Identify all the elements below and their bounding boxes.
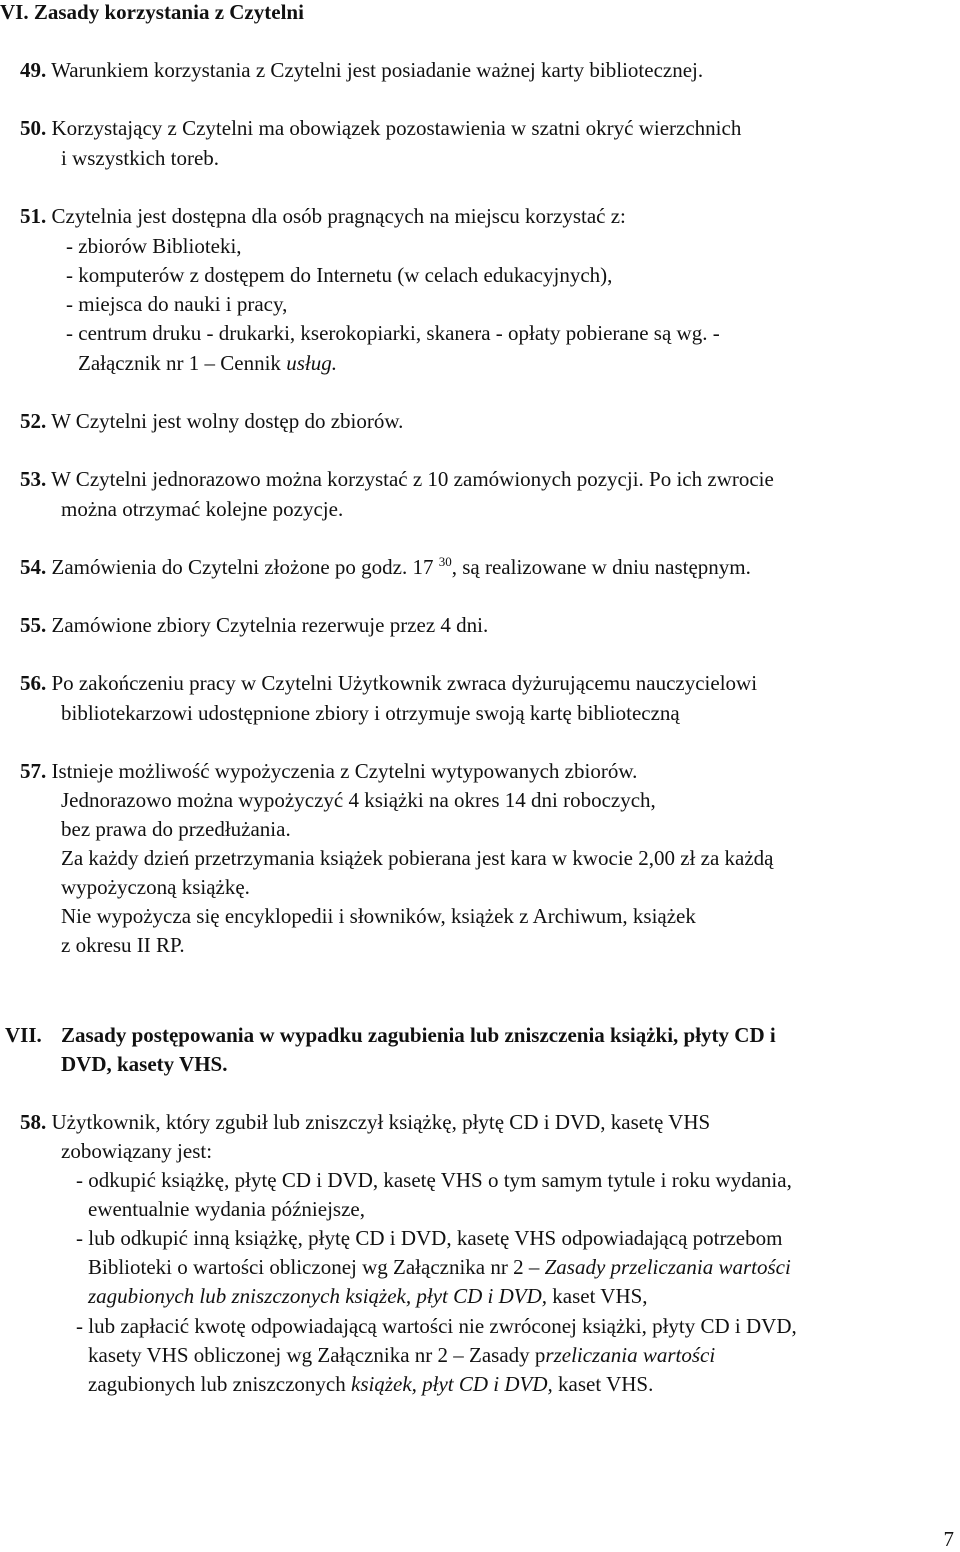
paragraph-55: [20, 615, 488, 636]
list-item-continuation: [88, 1286, 648, 1307]
text-italic: rzeliczania wartości: [545, 1343, 716, 1367]
paragraph-57: [20, 761, 637, 782]
list-item-continuation: [88, 1257, 791, 1278]
text: kasety VHS obliczonej wg Załącznika nr 2 – Zasady p: [88, 1343, 546, 1367]
paragraph-number: 52.: [20, 409, 47, 433]
text: Biblioteki o wartości obliczonej wg Załącznika nr 2 –: [88, 1255, 545, 1279]
text: kaset VHS.: [552, 1372, 654, 1396]
paragraph-54: [20, 554, 751, 579]
page-number: 7: [943, 1527, 954, 1551]
list-item-continuation: [88, 1374, 653, 1395]
paragraph-number: 51.: [20, 204, 47, 228]
text: Załącznik nr 1 – Cennik: [78, 351, 287, 375]
paragraph-text: Zamówienia do Czytelni złożone po godz. 17: [46, 555, 439, 579]
superscript: 30: [438, 554, 452, 569]
paragraph-50: [20, 118, 741, 139]
paragraph-number: 56.: [20, 671, 47, 695]
section-title-vii-line2: DVD, kasety VHS.: [61, 1052, 228, 1076]
paragraph-text: Korzystający z Czytelni ma obowiązek pozostawienia w szatni okryć wierzchnich: [46, 116, 742, 140]
text: zagubionych lub zniszczonych: [88, 1372, 351, 1396]
paragraph-57-line4: Za każdy dzień przetrzymania książek pobierana jest kara w kwocie 2,00 zł za każdą: [61, 846, 774, 870]
section-title-vi: VI. Zasady korzystania z Czytelni: [0, 0, 304, 24]
text-italic: Zasady przeliczania wartości: [544, 1255, 791, 1279]
paragraph-text: Istnieje możliwość wypożyczenia z Czytelni wytypowanych zbiorów.: [46, 759, 638, 783]
paragraph-text: , są realizowane w dniu następnym.: [451, 555, 751, 579]
paragraph-50-line2: i wszystkich toreb.: [61, 146, 220, 170]
paragraph-text: Po zakończeniu pracy w Czytelni Użytkownik zwraca dyżurującemu nauczycielowi: [46, 671, 758, 695]
paragraph-number: 55.: [20, 613, 47, 637]
paragraph-number: 57.: [20, 759, 47, 783]
list-item: - komputerów z dostępem do Internetu (w celach edukacyjnych),: [66, 263, 613, 287]
list-item: - miejsca do nauki i pracy,: [66, 292, 288, 316]
paragraph-49: [20, 60, 703, 81]
paragraph-text: Czytelnia jest dostępna dla osób pragnących na miejscu korzystać z:: [46, 204, 626, 228]
paragraph-text: Użytkownik, który zgubił lub zniszczył książkę, płytę CD i DVD, kasetę VHS: [46, 1110, 711, 1134]
paragraph-51: [20, 206, 626, 227]
paragraph-57-line5: wypożyczoną książkę.: [61, 875, 250, 899]
paragraph-text: W Czytelni jednorazowo można korzystać z 10 zamówionych pozycji. Po ich zwrocie: [46, 467, 774, 491]
paragraph-number: 54.: [20, 555, 47, 579]
paragraph-57-line2: Jednorazowo można wypożyczyć 4 książki na okres 14 dni roboczych,: [61, 788, 656, 812]
paragraph-53: [20, 469, 774, 490]
text-italic: książek, płyt CD i DVD,: [351, 1372, 553, 1396]
list-item-continuation: [78, 353, 337, 374]
paragraph-text: Warunkiem korzystania z Czytelni jest posiadanie ważnej karty bibliotecznej.: [46, 58, 704, 82]
list-item: - odkupić książkę, płytę CD i DVD, kasetę VHS o tym samym tytule i roku wydania,: [76, 1168, 792, 1192]
paragraph-57-line6: Nie wypożycza się encyklopedii i słowników, książek z Archiwum, książek: [61, 904, 696, 928]
text: kaset VHS,: [547, 1284, 648, 1308]
list-item: - centrum druku - drukarki, kserokopiarki, skanera - opłaty pobierane są wg. -: [66, 321, 720, 345]
paragraph-57-line7: z okresu II RP.: [61, 933, 185, 957]
text-italic: usług.: [286, 351, 337, 375]
section-title-vii: Zasady postępowania w wypadku zagubienia lub zniszczenia książki, płyty CD i: [61, 1023, 776, 1047]
paragraph-58-line2: zobowiązany jest:: [61, 1139, 213, 1163]
paragraph-text: W Czytelni jest wolny dostęp do zbiorów.: [46, 409, 404, 433]
list-item-continuation: ewentualnie wydania późniejsze,: [88, 1197, 365, 1221]
section-number-vii: VII.: [5, 1023, 42, 1047]
list-item-continuation: [88, 1345, 715, 1366]
paragraph-number: 50.: [20, 116, 47, 140]
paragraph-number: 53.: [20, 467, 47, 491]
list-item: - lub odkupić inną książkę, płytę CD i DVD, kasetę VHS odpowiadającą potrzebom: [76, 1226, 783, 1250]
paragraph-text: Zamówione zbiory Czytelnia rezerwuje przez 4 dni.: [46, 613, 489, 637]
paragraph-52: [20, 411, 403, 432]
list-item: - zbiorów Biblioteki,: [66, 234, 242, 258]
paragraph-57-line3: bez prawa do przedłużania.: [61, 817, 291, 841]
list-item: - lub zapłacić kwotę odpowiadającą wartości nie zwróconej książki, płyty CD i DVD,: [76, 1314, 797, 1338]
paragraph-56-line2: bibliotekarzowi udostępnione zbiory i otrzymuje swoją kartę biblioteczną: [61, 701, 680, 725]
paragraph-58: [20, 1112, 710, 1133]
text-italic: zagubionych lub zniszczonych książek, płyt CD i DVD,: [88, 1284, 548, 1308]
paragraph-53-line2: można otrzymać kolejne pozycje.: [61, 497, 344, 521]
paragraph-number: 49.: [20, 58, 47, 82]
paragraph-56: [20, 673, 757, 694]
paragraph-number: 58.: [20, 1110, 47, 1134]
